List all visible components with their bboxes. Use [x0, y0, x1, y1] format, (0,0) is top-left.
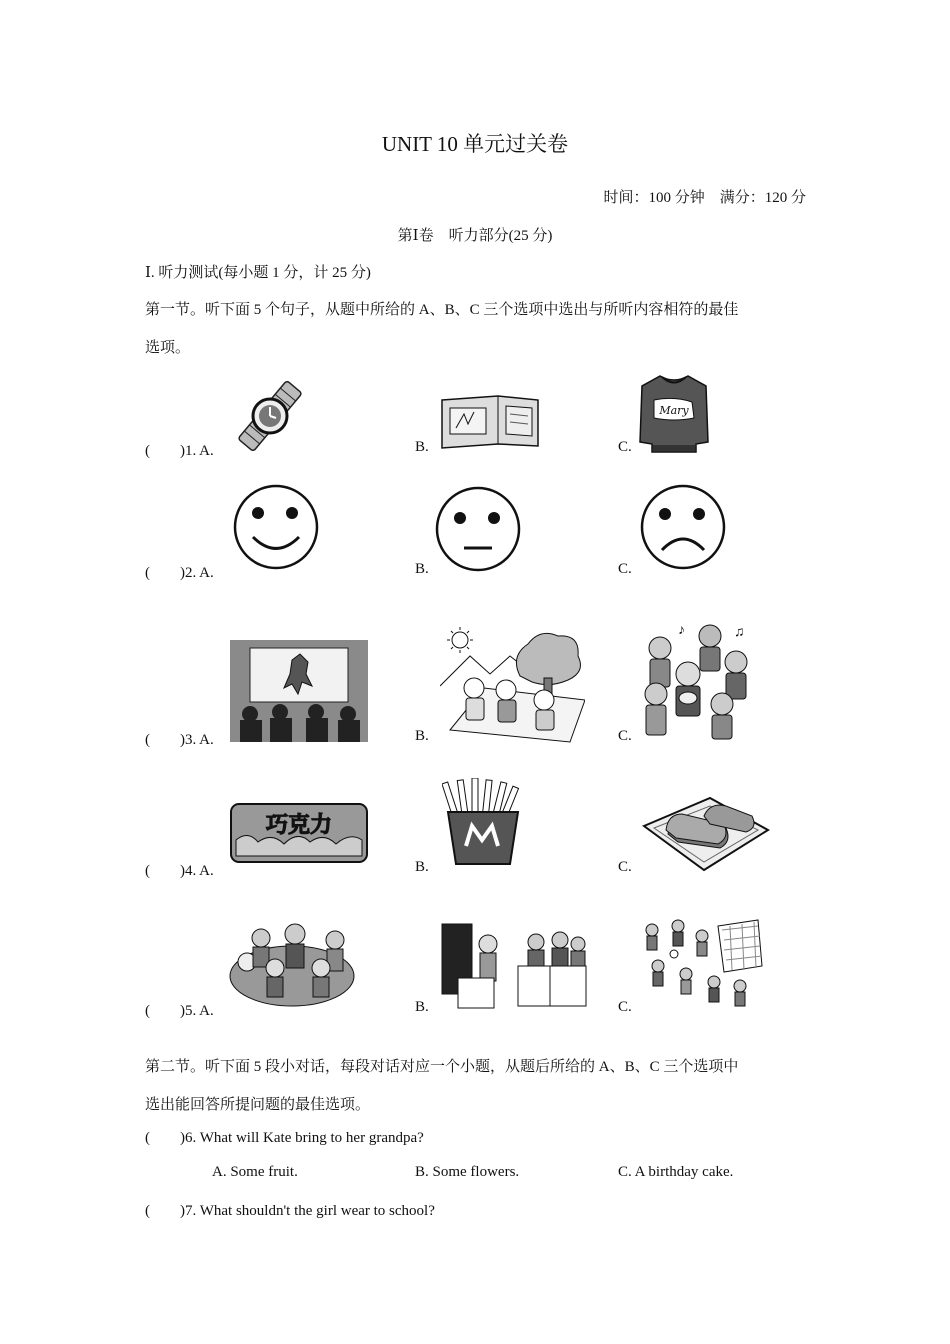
q6-option-c: C. A birthday cake.: [618, 1164, 734, 1180]
sandwich-image: [640, 796, 770, 872]
picnic-image: [440, 626, 585, 744]
singing-kids-image: [638, 618, 756, 740]
happy-face-image: [231, 482, 321, 572]
page-title: UNIT 10 单元过关卷: [381, 132, 569, 156]
q4-option-b: B.: [415, 859, 429, 875]
q4-option-c: C.: [618, 859, 632, 875]
sweater-image: [638, 372, 710, 454]
section2-instruction-cont: 选出能回答所提问题的最佳选项。: [145, 1097, 371, 1113]
q1-option-b: B.: [415, 439, 429, 455]
q2-label: ( )2. A.: [145, 565, 214, 581]
section1-instruction-cont: 选项。: [145, 340, 191, 356]
q6-option-b: B. Some flowers.: [415, 1164, 520, 1180]
playground-image: [638, 916, 764, 1008]
sweater-text: Mary: [659, 404, 689, 417]
q3-label: ( )3. A.: [145, 732, 214, 748]
svg-text:♪: ♪: [678, 623, 685, 638]
q3-option-c: C.: [618, 728, 632, 744]
q6-stem: ( )6. What will Kate bring to her grandpa?: [145, 1130, 424, 1146]
wallet-image: [438, 392, 542, 452]
chocolate-bar-image: [228, 800, 370, 866]
q5-option-c: C.: [618, 999, 632, 1015]
q1-label: ( )1. A.: [145, 443, 214, 459]
section1-instruction: 第一节。听下面 5 个句子，从题中所给的 A、B、C 三个选项中选出与所听内容相符的最佳: [145, 302, 739, 318]
svg-text:♫: ♫: [734, 625, 745, 640]
exam-meta: 时间：100 分钟 满分：120 分: [603, 190, 806, 206]
q4-label: ( )4. A.: [145, 863, 214, 879]
watch-image: [230, 376, 310, 456]
q5-label: ( )5. A.: [145, 1003, 214, 1019]
q1-option-c: C.: [618, 439, 632, 455]
sad-face-image: [638, 482, 728, 572]
part-heading: 第Ⅰ卷 听力部分(25 分): [397, 228, 553, 244]
q6-option-a: A. Some fruit.: [212, 1164, 298, 1180]
q5-option-b: B.: [415, 999, 429, 1015]
q7-stem: ( )7. What shouldn't the girl wear to school?: [145, 1203, 435, 1219]
q3-option-b: B.: [415, 728, 429, 744]
neutral-face-image: [433, 484, 523, 574]
chocolate-text: 巧克力: [265, 813, 333, 838]
school-band-image: [229, 920, 355, 1012]
section1-heading: Ⅰ. 听力测试(每小题 1 分，计 25 分): [145, 265, 371, 281]
cinema-image: [230, 640, 368, 742]
section2-instruction: 第二节。听下面 5 段小对话，每段对话对应一个小题，从题后所给的 A、B、C 三个选项中: [145, 1059, 739, 1075]
classroom-image: [438, 922, 588, 1012]
q2-option-b: B.: [415, 561, 429, 577]
french-fries-image: [442, 778, 524, 866]
q2-option-c: C.: [618, 561, 632, 577]
